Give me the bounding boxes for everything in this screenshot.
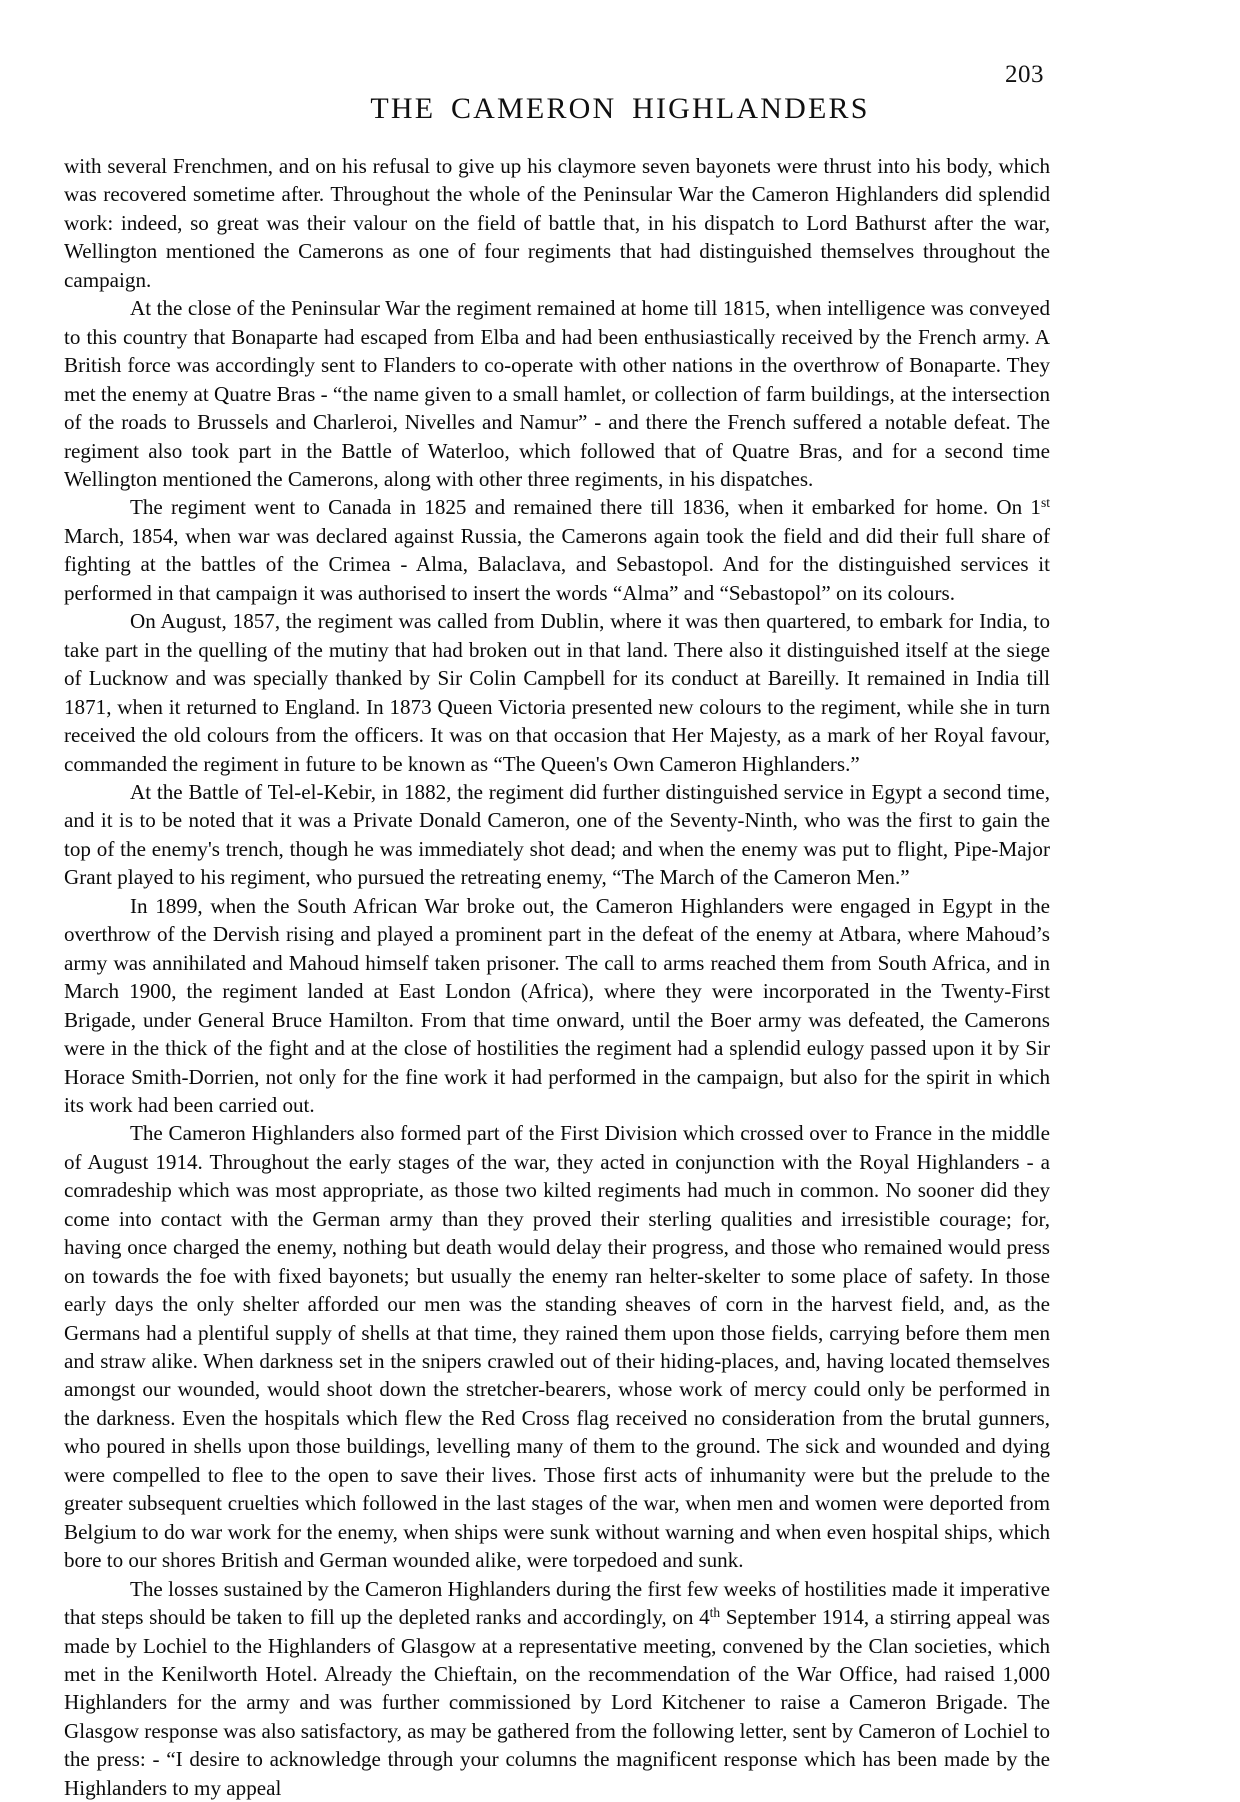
running-head-title: THE CAMERON HIGHLANDERS bbox=[370, 92, 870, 125]
paragraph: At the close of the Peninsular War the regiment remained at home till 1815, when intelligence was conveyed to this country that Bonaparte had escaped from Elba and had been enthusiastically received by the French army. A British force was accordingly sent to Flanders to co-operate with other nations in the overthrow of Bonaparte. They met the enemy at Quatre Bras - “the name given to a small hamlet, or collection of farm buildings, at the intersection of the roads to Brussels and Charleroi, Nivelles and Namur” - and there the French suffered a notable defeat. The regiment also took part in the Battle of Waterloo, which followed that of Quatre Bras, and for a second time Wellington mentioned the Camerons, along with other three regiments, in his dispatches. bbox=[64, 296, 1050, 491]
paragraph: The losses sustained by the Cameron Highlanders during the first few weeks of hostilities made it imperative that steps should be taken to fill up the depleted ranks and accordingly, on 4th September 1914, a stirring appeal was made by Lochiel to the Highlanders of Glasgow at a representative meeting, convened by the Clan societies, which met in the Kenilworth Hotel. Already the Chieftain, on the recommendation of the War Office, had raised 1,000 Highlanders for the army and was further commissioned by Lord Kitchener to raise a Cameron Brigade. The Glasgow response was also satisfactory, as may be gathered from the following letter, sent by Cameron of Lochiel to the press: - “I desire to acknowledge through your columns the magnificent response which has been made by the Highlanders to my appeal bbox=[64, 1576, 1050, 1800]
paragraph: The Cameron Highlanders also formed part of the First Division which crossed over to France in the middle of August 1914. Throughout the early stages of the war, they acted in conjunction with the Royal Highlanders - a comradeship which was most appropriate, as those two kilted regiments had much in common. No sooner did they come into contact with the German army than they proved their sterling qualities and irresistible courage; for, having once charged the enemy, nothing but death would delay their progress, and those who remained would press on towards the foe with fixed bayonets; but usually the enemy ran helter-skelter to some place of safety. In those early days the only shelter afforded our men was the standing sheaves of corn in the harvest field, and, as the Germans had a plentiful supply of shells at that time, they rained them upon those fields, carrying before them men and straw alike. When darkness set in the snipers crawled out of their hiding-places, and, having located themselves amongst our wounded, would shoot down the stretcher-bearers, whose work of mercy could only be performed in the darkness. Even the hospitals which flew the Red Cross flag received no consideration from the brutal gunners, who poured in shells upon those buildings, levelling many of them to the ground. The sick and wounded and dying were compelled to flee to the open to save their lives. Those first acts of inhumanity were but the prelude to the greater subsequent cruelties which followed in the last stages of the war, when men and women were deported from Belgium to do war work for the enemy, when ships were sunk without warning and when even hospital ships, which bore to our shores British and German wounded alike, were torpedoed and sunk. bbox=[64, 1121, 1050, 1573]
paragraph: On August, 1857, the regiment was called from Dublin, where it was then quartered, to embark for India, to take part in the quelling of the mutiny that had broken out in that land. There also it distinguished itself at the siege of Lucknow and was specially thanked by Sir Colin Campbell for its conduct at Bareilly. It remained in India till 1871, when it returned to England. In 1873 Queen Victoria presented new colours to the regiment, while she in turn received the old colours from the officers. It was on that occasion that Her Majesty, as a mark of her Royal favour, commanded the regiment in future to be known as “The Queen's Own Cameron Highlanders.” bbox=[64, 609, 1050, 776]
paragraph: In 1899, when the South African War broke out, the Cameron Highlanders were engaged in Egypt in the overthrow of the Dervish rising and played a prominent part in the defeat of the enemy at Atbara, where Mahoud’s army was annihilated and Mahoud himself taken prisoner. The call to arms reached them from South Africa, and in March 1900, the regiment landed at East London (Africa), where they were incorporated in the Twenty-First Brigade, under General Bruce Hamilton. From that time onward, until the Boer army was defeated, the Camerons were in the thick of the fight and at the close of hostilities the regiment had a splendid eulogy passed upon it by Sir Horace Smith-Dorrien, not only for the fine work it had performed in the campaign, but also for the spirit in which its work had been carried out. bbox=[64, 893, 1050, 1117]
paragraph: At the Battle of Tel-el-Kebir, in 1882, the regiment did further distinguished service in Egypt a second time, and it is to be noted that it was a Private Donald Cameron, one of the Seventy-Ninth, who was the first to gain the top of the enemy's trench, though he was immediately shot dead; and when the enemy was put to flight, Pipe-Major Grant played to his regiment, who pursued the retreating enemy, “The March of the Cameron Men.” bbox=[64, 779, 1050, 890]
paragraph: The regiment went to Canada in 1825 and remained there till 1836, when it embarked for home. On 1st March, 1854, when war was declared against Russia, the Camerons again took the field and did their full share of fighting at the battles of the Crimea - Alma, Balaclava, and Sebastopol. And for the distinguished services it performed in that campaign it was authorised to insert the words “Alma” and “Sebastopol” on its colours. bbox=[64, 495, 1050, 605]
paragraph: with several Frenchmen, and on his refusal to give up his claymore seven bayonets were thrust into his body, which was recovered sometime after. Throughout the whole of the Peninsular War the Cameron Highlanders did splendid work: indeed, so great was their valour on the field of battle that, in his dispatch to Lord Bathurst after the war, Wellington mentioned the Camerons as one of four regiments that had distinguished themselves throughout the campaign. bbox=[64, 154, 1050, 292]
body-text-block bbox=[64, 152, 1050, 1802]
page-number: 203 bbox=[1005, 61, 1044, 88]
